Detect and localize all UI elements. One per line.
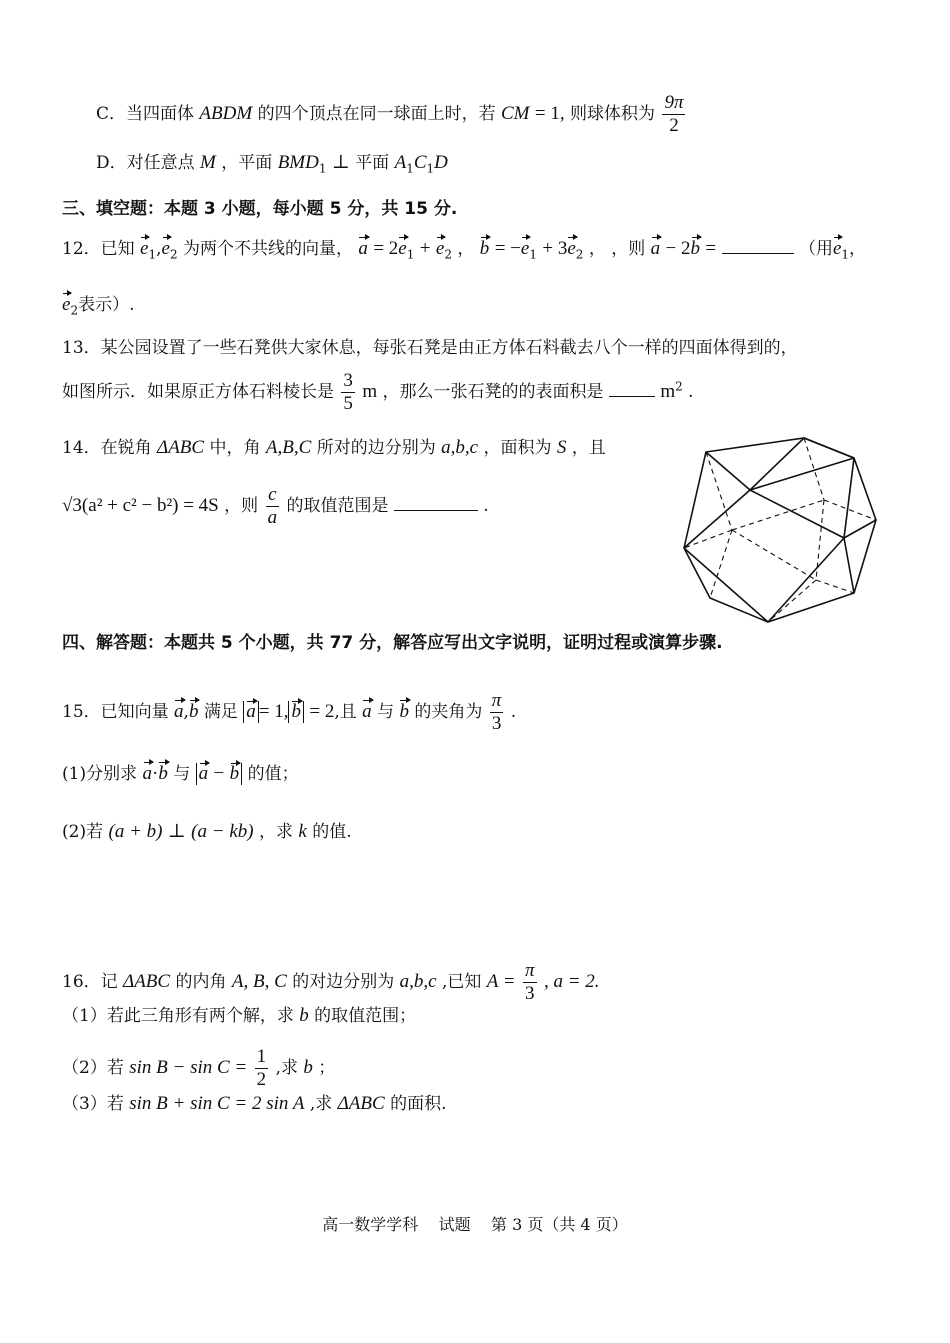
- hidden-edge: [732, 530, 816, 580]
- stone-stool-figure: [676, 430, 886, 630]
- q14-answer-blank: [394, 510, 478, 511]
- q12-answer-blank: [722, 253, 794, 254]
- outline-edge: [684, 438, 876, 622]
- edge: [684, 490, 750, 548]
- q13-answer-blank: [609, 396, 655, 397]
- question-16-part3: （3）若 sin B + sin C = 2 sin A ,求 ΔABC 的面积.: [62, 1093, 447, 1114]
- question-13-line2: 如图所示．如果原正方体石料棱长是 $\frac{3}{5}$ m ，那么一张石凳的的表面积是 $m^2$ .: [62, 370, 694, 414]
- edge: [750, 490, 844, 538]
- hidden-edge: [804, 438, 824, 500]
- section-4-heading: 四、解答题：本题共 5 个小题，共 77 分，解答应写出文字说明，证明过程或演算步骤.: [62, 633, 723, 653]
- question-14-line1: 14．在锐角 ΔABC 中，角 A,B,C 所对的边分别为 a,b,c ，面积为 S ，且: [62, 437, 606, 458]
- hidden-edge: [684, 530, 732, 548]
- question-15: 15．已知向量 a,b 满足 a = 1, b = 2,且 a 与 b 的夹角为 $\frac{\pi}{3}$ .: [62, 690, 517, 734]
- hidden-edge: [768, 580, 816, 622]
- edge: [844, 458, 854, 538]
- option-d: D．对任意点 M ，平面 $BMD_1$ ⊥ 平面 $A_1C_1D$: [96, 152, 448, 176]
- question-14-line2: √3(a² + c² − b²) = 4S ，则 $\frac{c}{a}$ 的取值范围是 .: [62, 484, 489, 528]
- hidden-edge: [824, 500, 876, 520]
- question-16-part2: （2）若 sin B − sin C = $\frac{1}{2}$ ,求 b ；: [62, 1046, 336, 1090]
- edge: [804, 438, 854, 458]
- section-3-heading: 三、填空题：本题 3 小题，每小题 5 分，共 15 分.: [62, 199, 458, 219]
- question-15-part2: (2)若 (a + b) ⊥ (a − kb) ，求 k 的值.: [62, 821, 352, 842]
- question-12: 12．已知 $e_1,e_2$ 为两个不共线的向量， $a = 2e_1 + e_2$ ， $b = -e_1 + 3e_2$ ， ，则 a − 2b = （用$e_1$，: [62, 238, 867, 262]
- question-13-line1: 13．某公园设置了一些石凳供大家休息，每张石凳是由正方体石料截去八个一样的四面体得到的，: [62, 338, 798, 358]
- question-15-part1: (1)分别求 a·b 与 a − b 的值；: [62, 763, 299, 784]
- question-16: 16．记 ΔABC 的内角 A, B, C 的对边分别为 a,b,c ,已知 A = $\frac{\pi}{3}$ , a = 2.: [62, 960, 600, 1004]
- page-footer: 高一数学学科 试题 第 3 页（共 4 页）: [322, 1215, 628, 1234]
- hidden-edge: [816, 580, 854, 593]
- option-c: C．当四面体 ABDM 的四个顶点在同一球面上时，若 CM = 1, 则球体积为 $\frac{9\pi}{2}$: [96, 92, 684, 136]
- solid-edges: [684, 438, 876, 622]
- question-12-cont: $e_2$表示）.: [62, 294, 135, 318]
- hidden-edges: [684, 438, 876, 622]
- question-16-part1: （1）若此三角形有两个解，求 b 的取值范围；: [62, 1005, 417, 1026]
- edge: [684, 548, 768, 622]
- edge: [844, 538, 854, 593]
